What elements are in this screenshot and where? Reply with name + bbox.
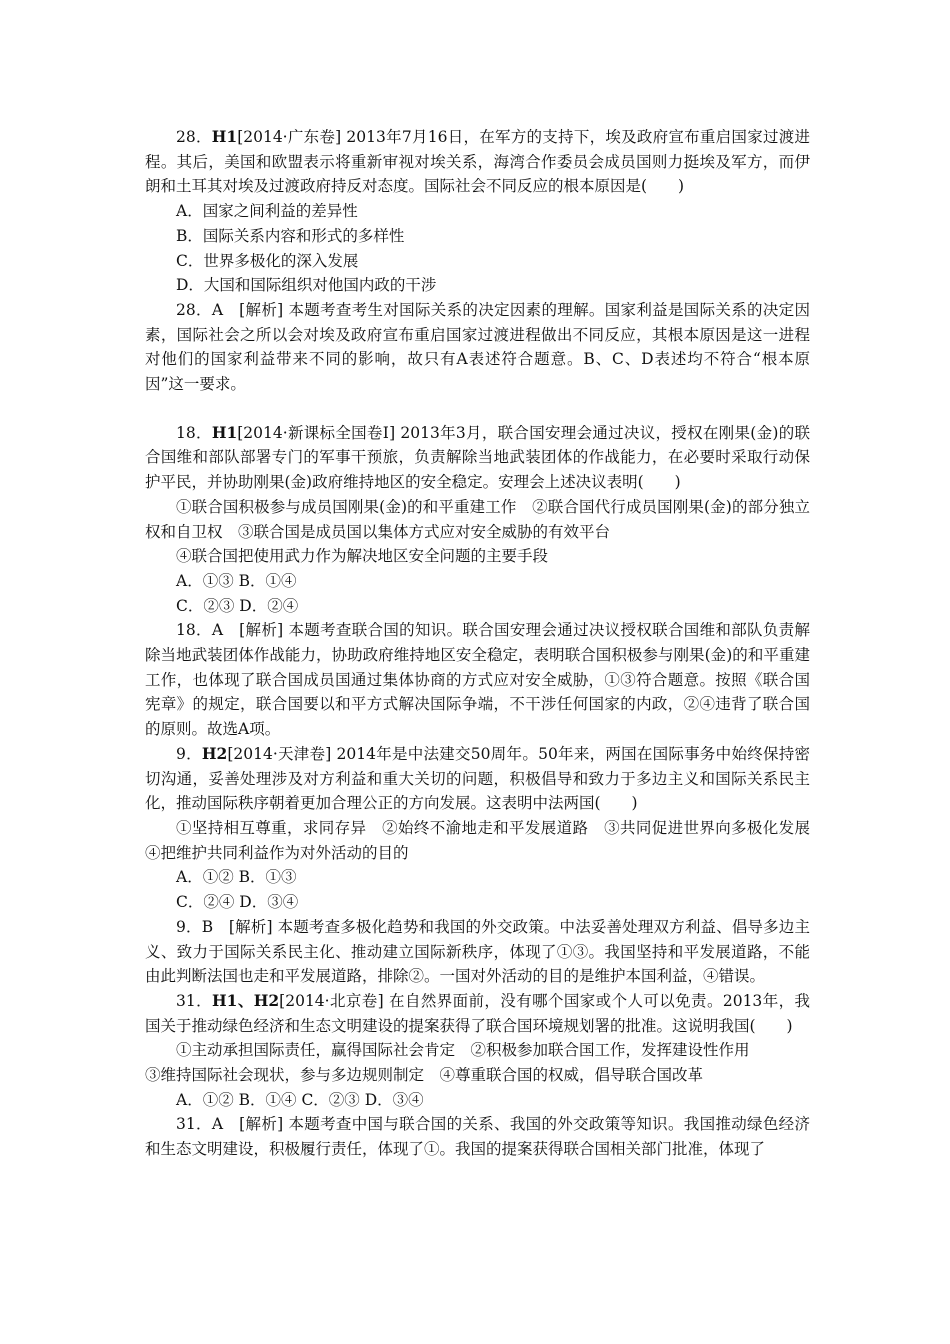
question-number: 28． <box>176 128 212 146</box>
knowledge-code: H2 <box>201 743 228 763</box>
question-28-stem <box>145 125 810 199</box>
option-d: D．大国和国际组织对他国内政的干涉 <box>176 276 437 295</box>
question-number: 18． <box>176 423 212 442</box>
question-text: [2014·新课标全国卷Ⅰ] 2013年3月，联合国安理会通过决议，授权在刚果(金)的联合国维和部队部署专门的军事干预旅，负责解除当地武装团体的作战能力，在必要时采取行动保护平民，并协助刚果(金)政府维持地区的安全稳定。安理会上述决议表明( ) <box>145 423 810 492</box>
answer-label: 28．A <box>176 300 240 319</box>
question-31-stem <box>145 989 810 1038</box>
analysis-text: 本题考查多极化趋势和我国的外交政策。中法妥善处理双方利益、倡导多边主义、致力于国际关系民主化、推动建立国际新秩序，体现了①③。我国坚持和平发展道路，不能由此判断法国也走和平发展道路，排除②。一国对外活动的目的是维护本国利益，④错误。 <box>145 917 810 986</box>
question-18-answer <box>145 618 810 742</box>
answer-label: 31．A <box>176 1115 240 1134</box>
analysis-text: 本题考查中国与联合国的关系、我国的外交政策等知识。我国推动绿色经济和生态文明建设，积极履行责任，体现了①。我国的提案获得联合国相关部门批准，体现了 <box>145 1115 810 1159</box>
question-number: 31． <box>176 991 213 1010</box>
options-line: C．②④ D．③④ <box>176 893 299 912</box>
statement-rest: ③维持国际社会现状，参与多边规则制定 ④尊重联合国的权威，倡导联合国改革 <box>145 1066 704 1085</box>
knowledge-code: H1 <box>211 422 238 442</box>
question-9-stem <box>145 742 810 816</box>
knowledge-code: H1、H2 <box>212 990 280 1010</box>
analysis-tag: [解析] <box>239 1115 284 1134</box>
document-page <box>145 125 826 1162</box>
statement-first: ①主动承担国际责任，赢得国际社会肯定 ②积极参加联合国工作，发挥建设性作用 <box>176 1041 750 1060</box>
statement-line: ④联合国把使用武力作为解决地区安全问题的主要手段 <box>176 547 549 566</box>
question-number: 9． <box>176 744 202 763</box>
spacer <box>145 397 810 421</box>
statement-line: ①坚持相互尊重，求同存异 ②始终不渝地走和平发展道路 ③共同促进世界向多极化发展 ④把维护共同利益作为对外活动的目的 <box>145 818 826 862</box>
knowledge-code: H1 <box>211 127 238 146</box>
question-text: [2014·广东卷] 2013年7月16日，在军方的支持下，埃及政府宣布重启国家过渡进程。其后，美国和欧盟表示将重新审视对埃关系，海湾合作委员会成员国则力挺埃及军方，而伊朗和土耳其对埃及过渡政府持反对态度。国际社会不同反应的根本原因是( ) <box>145 128 810 196</box>
options-line: C．②③ D．②④ <box>176 596 299 615</box>
options-line: A．①② B．①④ C．②③ D．③④ <box>176 1090 424 1109</box>
question-28-answer <box>145 298 810 397</box>
statement-line <box>145 1038 810 1087</box>
options-line: A．①② B．①③ <box>176 868 297 887</box>
analysis-tag: [解析] <box>239 621 284 640</box>
analysis-text: 本题考查联合国的知识。联合国安理会通过决议授权联合国维和部队负责解除当地武装团体作战能力，协助政府维持地区安全稳定，表明联合国积极参与刚果(金)的和平重建工作，也体现了联合国成员国通过集体协商的方式应对安全威胁，①③符合题意。按照《联合国宪章》的规定，联合国要以和平方式解决国际争端，不干涉任何国家的内政，②④违背了联合国的原则。故选A项。 <box>145 621 810 739</box>
analysis-tag: [解析] <box>228 917 273 936</box>
question-18-stem <box>145 421 810 495</box>
question-31-answer <box>145 1112 810 1161</box>
option-b: B．国际关系内容和形式的多样性 <box>176 226 405 245</box>
question-9-answer <box>145 915 810 989</box>
analysis-text: 本题考查考生对国际关系的决定因素的理解。国家利益是国际关系的决定因素，国际社会之所以会对埃及政府宣布重启国家过渡进程做出不同反应，其根本原因是这一进程对他们的国家利益带来不同的影响，故只有A表述符合题意。B、C、D表述均不符合“根本原因”这一要求。 <box>145 300 810 394</box>
answer-label: 18．A <box>176 621 240 640</box>
analysis-tag: [解析] <box>239 300 284 319</box>
question-text: [2014·天津卷] 2014年是中法建交50周年。50年来，两国在国际事务中始终保持密切沟通，妥善处理涉及对方利益和重大关切的问题，积极倡导和致力于多边主义和国际关系民主化，推动国际秩序朝着更加合理公正的方向发展。这表明中法两国( ) <box>145 744 810 813</box>
statement-line: ①联合国积极参与成员国刚果(金)的和平重建工作 ②联合国代行成员国刚果(金)的部分独立权和自卫权 ③联合国是成员国以集体方式应对安全威胁的有效平台 <box>145 497 810 541</box>
question-text: [2014·北京卷] 在自然界面前，没有哪个国家或个人可以免责。2013年，我国关于推动绿色经济和生态文明建设的提案获得了联合国环境规划署的批准。这说明我国( ) <box>145 991 810 1035</box>
answer-label: 9．B <box>176 917 229 936</box>
options-line: A．①③ B．①④ <box>176 571 297 590</box>
option-a: A．国家之间利益的差异性 <box>176 202 358 221</box>
option-c: C．世界多极化的深入发展 <box>176 251 359 270</box>
